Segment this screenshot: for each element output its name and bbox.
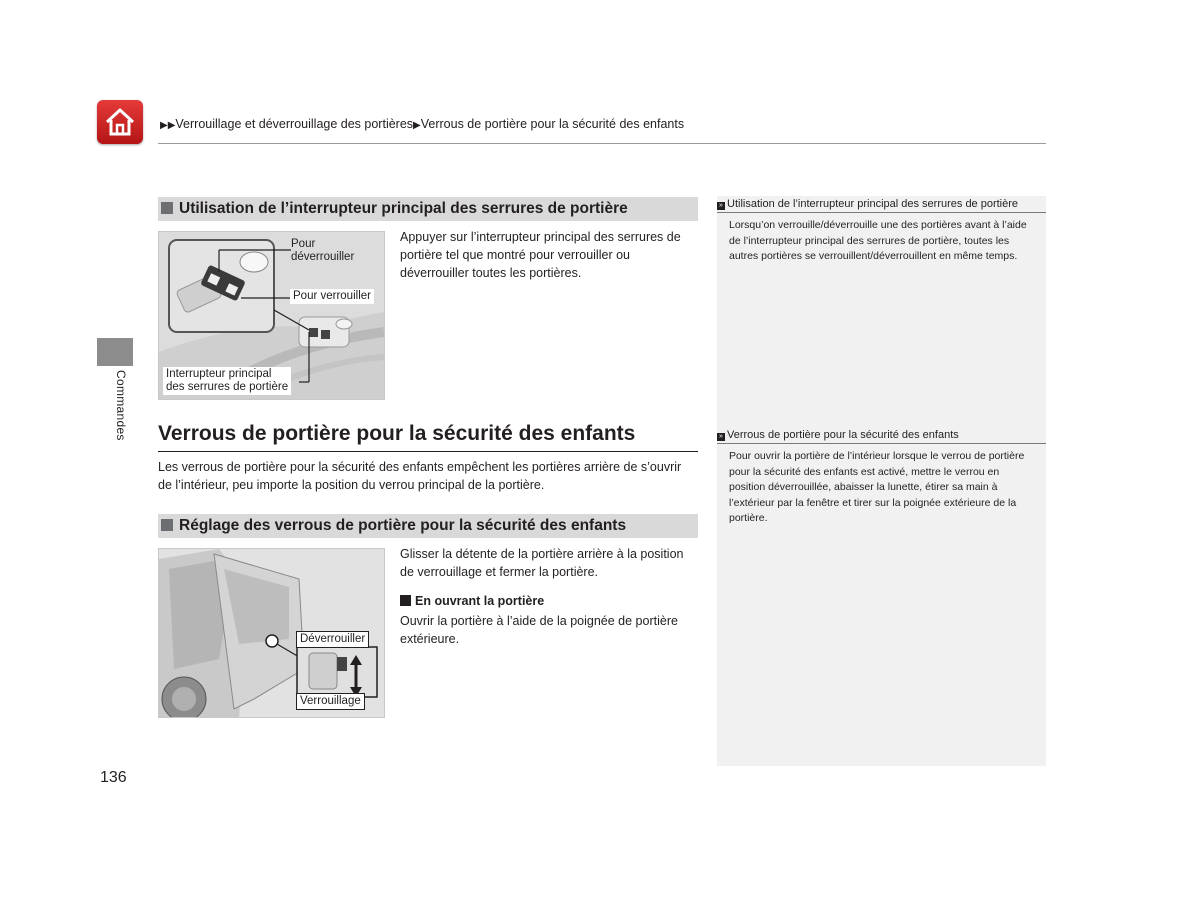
section-heading-text: Utilisation de l’interrupteur principal des serrures de portière	[179, 200, 628, 217]
callout-unlock	[289, 237, 356, 265]
callout-unlock-line2: déverrouiller	[291, 251, 355, 263]
master-lock-switch-figure	[158, 231, 385, 400]
note-text-1: Lorsqu’on verrouille/déverrouille une des portières avant à l’aide de l’interrupteur principal des serrures de portière, toutes les autres portières se verrouillent/déverrouillent en même temps.	[729, 219, 1027, 262]
section-heading-text: Réglage des verrous de portière pour la sécurité des enfants	[179, 517, 627, 534]
section2-body: Glisser la détente de la portière arrière à la position de verrouillage et fermer la portière.	[400, 547, 684, 579]
note-title-2: Verrous de portière pour la sécurité des enfants	[727, 429, 959, 441]
section-heading-child-lock	[158, 514, 698, 538]
callout-switch-line1: Interrupteur principal	[166, 368, 272, 380]
child-lock-figure	[158, 548, 385, 718]
chapter-tab[interactable]	[97, 338, 133, 366]
callout-unlock-line1: Pour	[291, 238, 316, 250]
home-button[interactable]	[97, 100, 143, 144]
note-heading-1	[717, 198, 1046, 213]
section-heading-master-lock	[158, 197, 698, 221]
breadcrumb-arrow-icon: ▶▶	[160, 120, 176, 131]
callout-master-switch	[163, 367, 291, 395]
callout-lock: Pour verrouiller	[290, 289, 374, 304]
home-icon	[103, 105, 137, 139]
square-bullet-icon	[161, 202, 173, 214]
breadcrumb-arrow-icon: ▶	[413, 120, 421, 131]
callout-child-lock: Verrouillage	[296, 693, 365, 710]
reference-marker-icon: »	[717, 202, 725, 210]
title-underline	[158, 451, 698, 452]
chapter-label: Commandes	[114, 370, 128, 441]
breadcrumb-link-2[interactable]: Verrous de portière pour la sécurité des enfants	[420, 117, 685, 131]
reference-marker-icon: »	[717, 433, 725, 441]
note-title-1: Utilisation de l’interrupteur principal des serrures de portière	[727, 198, 1019, 210]
subheading-text: En ouvrant la portière	[415, 594, 545, 608]
note-text-2: Pour ouvrir la portière de l’intérieur lorsque le verrou de portière pour la sécurité des enfants est activé, mettre le verrou en position déverrouillée, abaisser la lunette, étirer sa main à l’extérieur par la fenêtre et tirer sur la poignée extérieure de la portière.	[729, 450, 1025, 524]
callout-switch-line2: des serrures de portière	[166, 381, 289, 393]
subheading-opening-door	[400, 594, 544, 608]
breadcrumb	[160, 117, 684, 131]
note-heading-2	[717, 429, 1046, 444]
callout-child-unlock: Déverrouiller	[296, 631, 369, 648]
subsection-body: Ouvrir la portière à l’aide de la poignée de portière extérieure.	[400, 614, 678, 646]
breadcrumb-link-1[interactable]: Verrouillage et déverrouillage des portières	[175, 117, 414, 131]
square-bullet-icon	[400, 595, 411, 606]
section1-body: Appuyer sur l’interrupteur principal des serrures de portière tel que montré pour verrouiller ou déverrouiller toutes les portières.	[400, 230, 681, 280]
header-divider	[158, 143, 1046, 144]
page-number: 136	[100, 769, 127, 786]
square-bullet-icon	[161, 519, 173, 531]
main-intro: Les verrous de portière pour la sécurité des enfants empêchent les portières arrière de s’ouvrir de l’intérieur, peu importe la position du verrou principal de la portière.	[158, 460, 682, 492]
page-title: Verrous de portière pour la sécurité des enfants	[158, 422, 636, 445]
